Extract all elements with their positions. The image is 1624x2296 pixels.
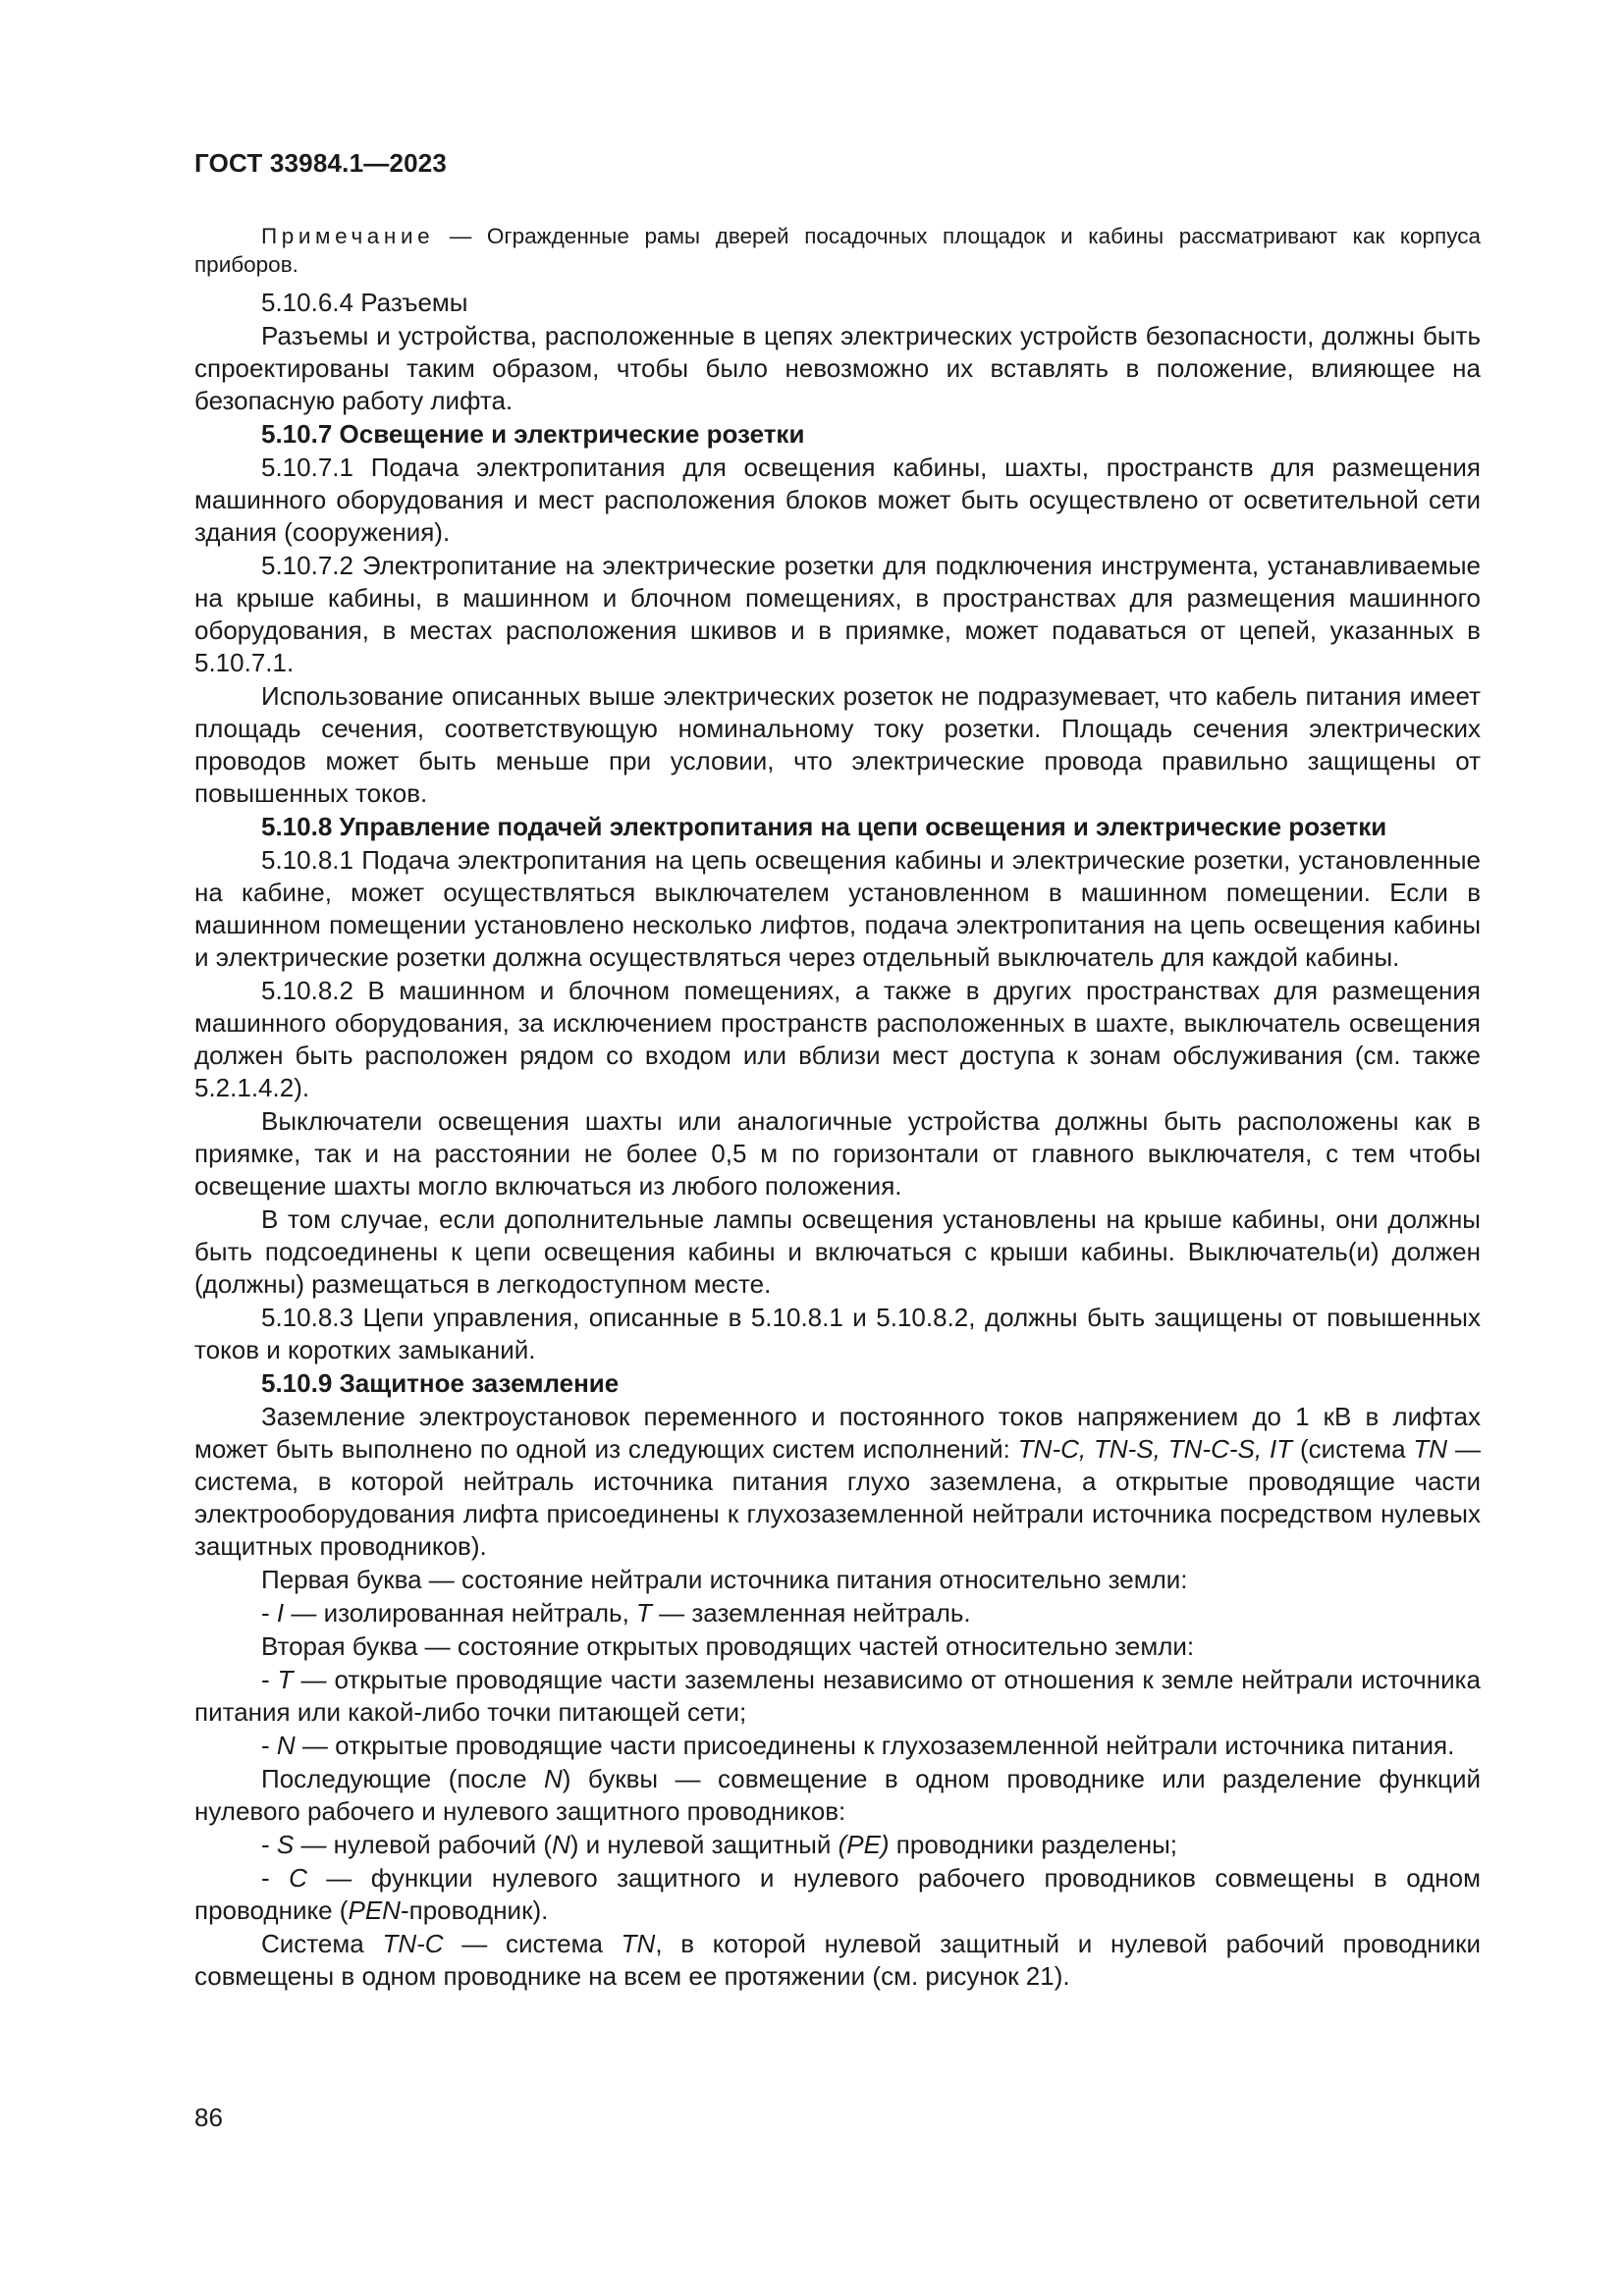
text-run: (система (1292, 1434, 1414, 1464)
italic-run: PEN (348, 1896, 401, 1925)
italic-run: I (276, 1598, 285, 1628)
text-run: - (261, 1665, 278, 1694)
text-run: — открытые проводящие части заземлены независимо от отношения к земле нейтрали источника питания или какой-либо точки питающей сети; (194, 1665, 1481, 1727)
italic-run: N (543, 1764, 563, 1793)
paragraph: 5.10.7.1 Подача электропитания для освещения кабины, шахты, пространств для размещения машинного оборудования и мест расположения блоков может быть осуществлено от осветительной сети здания (сооружения). (194, 453, 1481, 547)
italic-run: S (276, 1830, 295, 1859)
text-run: — изолированная нейтраль, (284, 1598, 637, 1628)
paragraph: 5.10.8.1 Подача электропитания на цепь освещения кабины и электрические розетки, установленные на кабине, может осуществляться выключателем установленном в машинном помещении. Если в машинном помещении установлено несколько лифтов, подача электропитания на цепь освещения кабины и электрические розетки должна осуществляться через отдельный выключатель для каждой кабины. (194, 845, 1481, 972)
text-run: — функции нулевого защитного и нулевого рабочего проводников совмещены в одном проводнике ( (194, 1863, 1481, 1925)
paragraph (194, 1401, 1481, 1563)
italic-run: TN-C, TN-S, TN-C-S, IT (1017, 1434, 1293, 1464)
paragraph (194, 1763, 1481, 1828)
section-heading: 5.10.7 Освещение и электрические розетки (261, 419, 805, 449)
text-run: - (261, 1731, 277, 1760)
text-run: , в которой нулевой защитный и нулевой рабочий проводники совмещены в одном проводнике на всем ее протяжении (см. рисунок 21). (194, 1929, 1481, 1991)
paragraph: В том случае, если дополнительные лампы освещения установлены на крыше кабины, они должны быть подсоединены к цепи освещения кабины и включаться с крыши кабины. Выключатель(и) должен (должны) размещаться в легкодоступном месте. (194, 1204, 1481, 1299)
paragraph: 5.10.8.3 Цепи управления, описанные в 5.10.8.1 и 5.10.8.2, должны быть защищены от повышенных токов и коротких замыканий. (194, 1303, 1481, 1364)
text-run: Система (261, 1929, 383, 1958)
text-run: - (261, 1863, 290, 1893)
note-text: — Огражденные рамы дверей посадочных площадок и кабины рассматривают как корпуса приборов. (194, 224, 1481, 277)
list-item (194, 1862, 1481, 1927)
italic-run: TN (621, 1929, 656, 1958)
text-run: — система (443, 1929, 622, 1958)
document-body (194, 222, 1481, 1994)
italic-run: TN (1413, 1434, 1448, 1464)
paragraph: Использование описанных выше электрических розеток не подразумевает, что кабель питания имеет площадь сечения, соответствующую номинальному току розетки. Площадь сечения электрических проводов может быть меньше при условии, что электрические провода правильно защищены от повышенных токов. (194, 681, 1481, 808)
list-item (194, 1829, 1481, 1861)
list-item (194, 1664, 1481, 1729)
paragraph: Разъемы и устройства, расположенные в цепях электрических устройств безопасности, должны быть спроектированы таким образом, чтобы было невозможно их вставлять в положение, влияющее на безопасную работу лифта. (194, 321, 1481, 415)
list-item (194, 1597, 1481, 1629)
italic-run: T (277, 1665, 294, 1694)
paragraph: 5.10.8.2 В машинном и блочном помещениях, а также в других пространствах для размещения машинного оборудования, за исключением пространств расположенных в шахте, выключатель освещения должен быть расположен рядом со входом или вблизи мест доступа к зонам обслуживания (см. также 5.2.1.4.2). (194, 976, 1481, 1102)
section-heading: 5.10.8 Управление подачей электропитания на цепи освещения и электрические розетки (261, 812, 1387, 841)
paragraph: Первая буква — состояние нейтрали источника питания относительно земли: (261, 1565, 1188, 1594)
text-run: -проводник). (400, 1896, 549, 1925)
text-run: ) и нулевой защитный (569, 1830, 839, 1859)
note-paragraph (194, 222, 1481, 279)
italic-run: C (289, 1863, 307, 1893)
italic-run: T (636, 1598, 652, 1628)
paragraph (194, 1928, 1481, 1993)
paragraph: 5.10.7.2 Электропитание на электрические розетки для подключения инструмента, устанавливаемые на крыше кабины, в машинном и блочном помещениях, в пространствах для размещения машинного оборудования, в местах расположения шкивов и в приямке, может подаваться от цепей, указанных в 5.10.7.1. (194, 551, 1481, 677)
section-heading: 5.10.9 Защитное заземление (261, 1368, 620, 1398)
paragraph: Выключатели освещения шахты или аналогичные устройства должны быть расположены как в приямке, так и на расстоянии не более 0,5 м по горизонтали от главного выключателя, с тем чтобы освещение шахты могло включаться из любого положения. (194, 1106, 1481, 1201)
text-run: Последующие (после (261, 1764, 544, 1793)
italic-run: N (552, 1830, 570, 1859)
document-header: ГОСТ 33984.1—2023 (194, 148, 448, 178)
text-run: — открытые проводящие части присоединены к глухозаземленной нейтрали источника питания. (295, 1731, 1455, 1760)
text-run: - (261, 1598, 277, 1628)
subsection-title: 5.10.6.4 Разъемы (261, 288, 468, 317)
note-label: Примечание (261, 224, 435, 248)
text-run: — нулевой рабочий ( (294, 1830, 553, 1859)
list-item (194, 1730, 1481, 1762)
text-run: Заземление электроустановок переменного и постоянного токов напряжением до 1 кВ в лифтах может быть выполнено по одной из следующих систем исполнений: (194, 1402, 1481, 1464)
paragraph: Вторая буква — состояние открытых проводящих частей относительно земли: (261, 1631, 1195, 1661)
text-run: проводники разделены; (889, 1830, 1178, 1859)
text-run: - (261, 1830, 277, 1859)
page-number: 86 (194, 2103, 223, 2132)
text-run: ) буквы — совмещение в одном проводнике или разделение функций нулевого рабочего и нулевого защитного проводников: (194, 1764, 1481, 1826)
text-run: — заземленная нейтраль. (651, 1598, 971, 1628)
italic-run: (PE) (838, 1830, 890, 1859)
italic-run: TN-C (382, 1929, 444, 1958)
italic-run: N (276, 1731, 296, 1760)
text-run: — система, в которой нейтраль источника питания глухо заземлена, а открытые проводящие части электрооборудования лифта присоединены к глухозаземленной нейтрали источника посредством нулевых защитных проводников). (194, 1434, 1481, 1561)
